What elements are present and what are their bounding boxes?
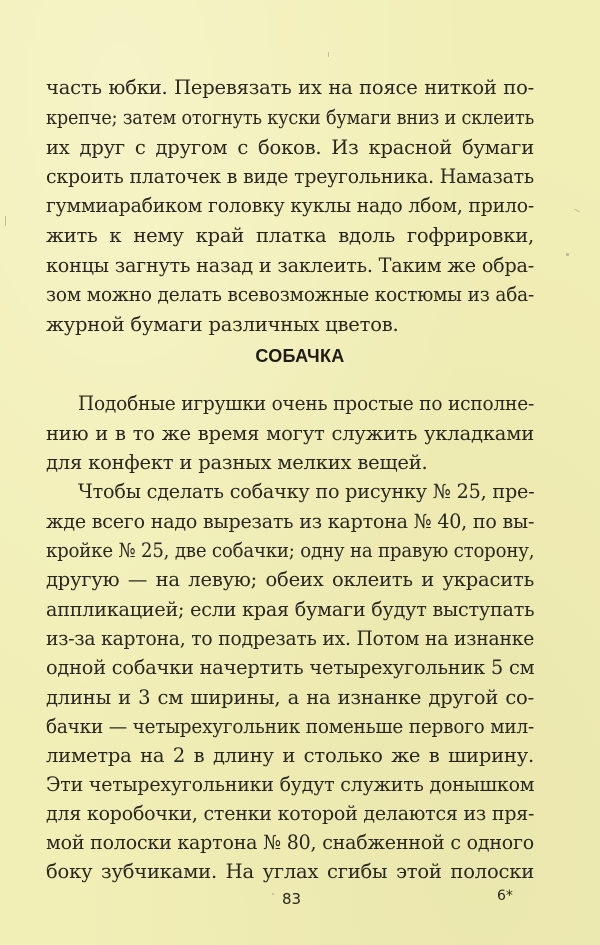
text-line: крепче; затем отогнуть куски бумаги вниз и склеить <box>46 106 535 129</box>
text-line: жить к нему край платка вдоль гофрировки, <box>46 224 534 247</box>
text-line: нию и в то же время могут служить укладками <box>46 422 534 445</box>
text-line: Чтобы сделать собачку по рисунку № 25, пре- <box>78 480 535 503</box>
text-line: для конфект и разных мелких вещей. <box>46 451 428 474</box>
text-line: для коробочки, стенки которой делаются из пря- <box>46 802 535 825</box>
paper-speck <box>574 209 580 213</box>
text-line: мой полоски картона № 80, снабженной с одного <box>46 831 535 854</box>
text-line: длины и 3 см ширины, а на изнанке другой со- <box>46 686 534 709</box>
signature-mark: 6* <box>497 888 513 904</box>
text-line: их друг с другом с боков. Из красной бумаги <box>46 136 534 159</box>
text-line: одной собачки начертить четырехугольник 5 см <box>46 656 535 679</box>
text-line: Эти четырехугольники будут служить донышком <box>46 773 535 796</box>
paper-speck <box>328 52 329 57</box>
text-line: Подобные игрушки очень простые по исполне- <box>78 392 535 415</box>
paper-speck <box>272 893 274 895</box>
text-line: другую — на левую; обеих оклеить и украсить <box>46 568 534 591</box>
paper-speck <box>566 253 569 256</box>
text-line: зом можно делать всевозможные костюмы из аба- <box>46 283 535 306</box>
text-line: лиметра на 2 в длину и столько же в ширину. <box>46 744 534 767</box>
text-line: концы загнуть назад и заклеить. Таким же обра- <box>46 254 535 277</box>
section-heading: СОБАЧКА <box>255 346 345 366</box>
text-line: бачки — четырехугольник поменьше первого мил- <box>46 715 534 738</box>
text-line: кройке № 25, две собачки; одну на правую сторону, <box>46 539 535 562</box>
text-line: боку зубчиками. На углах сгибы этой полоски <box>46 860 534 883</box>
text-line: аппликацией; если края бумаги будут выступать <box>46 598 535 621</box>
text-line: из-за картона, то подрезать их. Потом на изнанке <box>46 627 535 650</box>
text-line: журной бумаги различных цветов. <box>46 313 399 336</box>
text-line: скроить платочек в виде треугольника. Намазать <box>46 165 534 188</box>
text-line: жде всего надо вырезать из картона № 40, по вы- <box>46 510 535 533</box>
paper-speck <box>5 216 6 226</box>
page-number: 83 <box>282 890 302 908</box>
text-line: гуммиарабиком головку куклы надо лбом, прило- <box>46 194 534 217</box>
text-line: часть юбки. Перевязать их на поясе ниткой по- <box>46 76 534 99</box>
